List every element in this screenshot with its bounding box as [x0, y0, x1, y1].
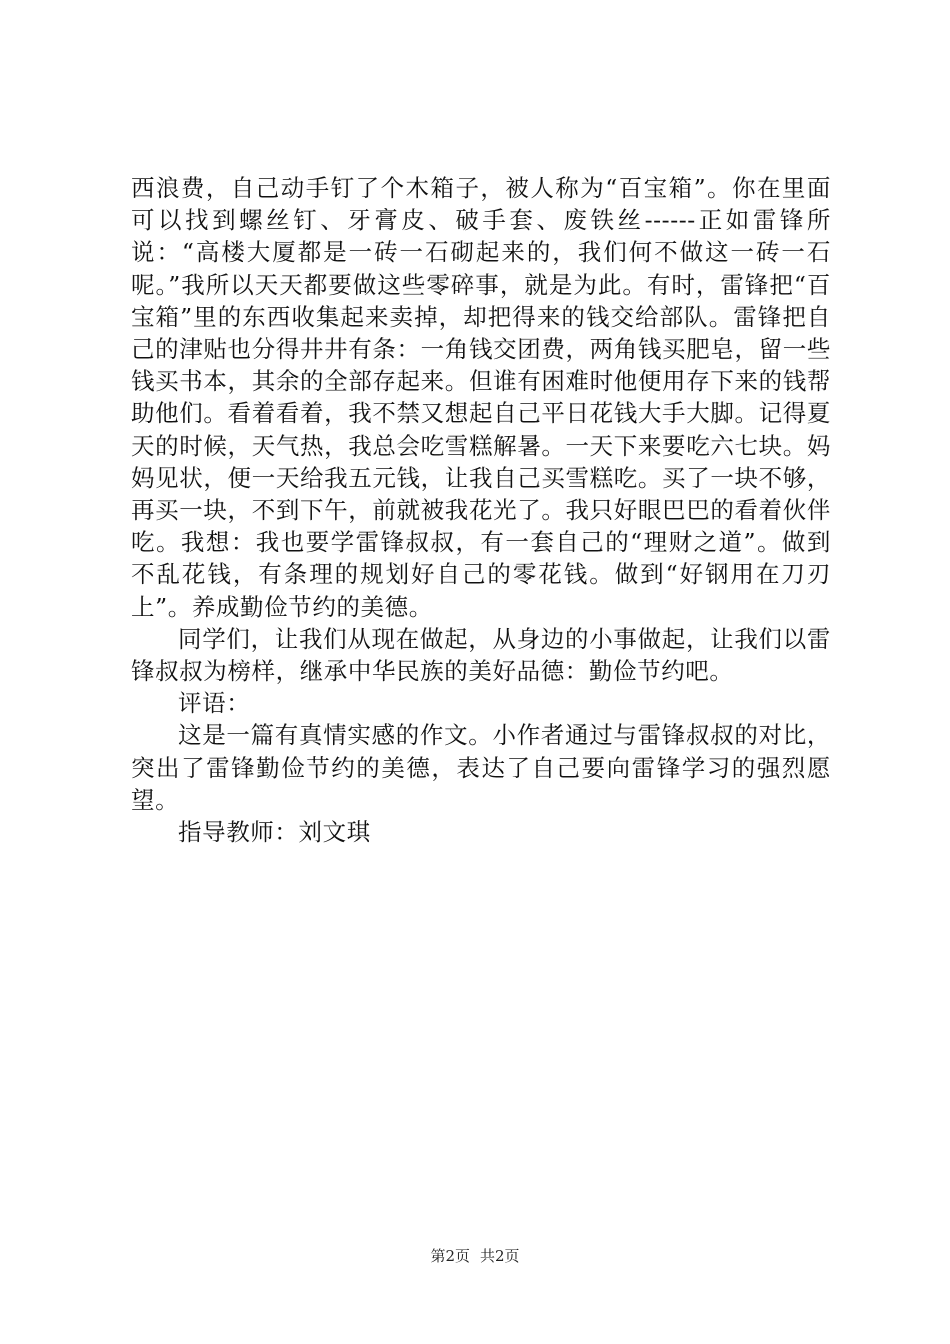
essay-paragraph-conclusion: 同学们，让我们从现在做起，从身边的小事做起，让我们以雷锋叔叔为榜样，继承中华民族的美好品德：勤俭节约吧。	[131, 624, 831, 686]
essay-paragraph-continuation: 西浪费，自己动手钉了个木箱子，被人称为“百宝箱”。你在里面可以找到螺丝钉、牙膏皮、破手套、废铁丝------正如雷锋所说：“高楼大厦都是一砖一石砌起来的，我们何不做这一砖一石呢。”我所以天天都要做这些零碎事，就是为此。有时，雷锋把“百宝箱”里的东西收集起来卖掉，却把得来的钱交给部队。雷锋把自己的津贴也分得井井有条：一角钱交团费，两角钱买肥皂，留一些钱买书本，其余的全部存起来。但谁有困难时他便用存下来的钱帮助他们。看着看着，我不禁又想起自己平日花钱大手大脚。记得夏天的时候，天气热，我总会吃雪糕解暑。一天下来要吃六七块。妈妈见状，便一天给我五元钱，让我自己买雪糕吃。买了一块不够，再买一块，不到下午，前就被我花光了。我只好眼巴巴的看着伙伴吃。我想：我也要学雷锋叔叔，有一套自己的“理财之道”。做到不乱花钱，有条理的规划好自己的零花钱。做到“好钢用在刀刃上”。养成勤俭节约的美德。	[131, 174, 831, 621]
comment-paragraph: 这是一篇有真情实感的作文。小作者通过与雷锋叔叔的对比，突出了雷锋勤俭节约的美德，表达了自己要向雷锋学习的强烈愿望。	[131, 721, 831, 814]
page-total: 共2页	[480, 1247, 520, 1265]
page-footer	[0, 1246, 950, 1266]
comment-heading: 评语：	[178, 689, 251, 718]
teacher-signature: 指导教师：刘文琪	[178, 818, 371, 847]
page-number: 第2页	[430, 1247, 470, 1265]
document-body	[131, 172, 831, 848]
